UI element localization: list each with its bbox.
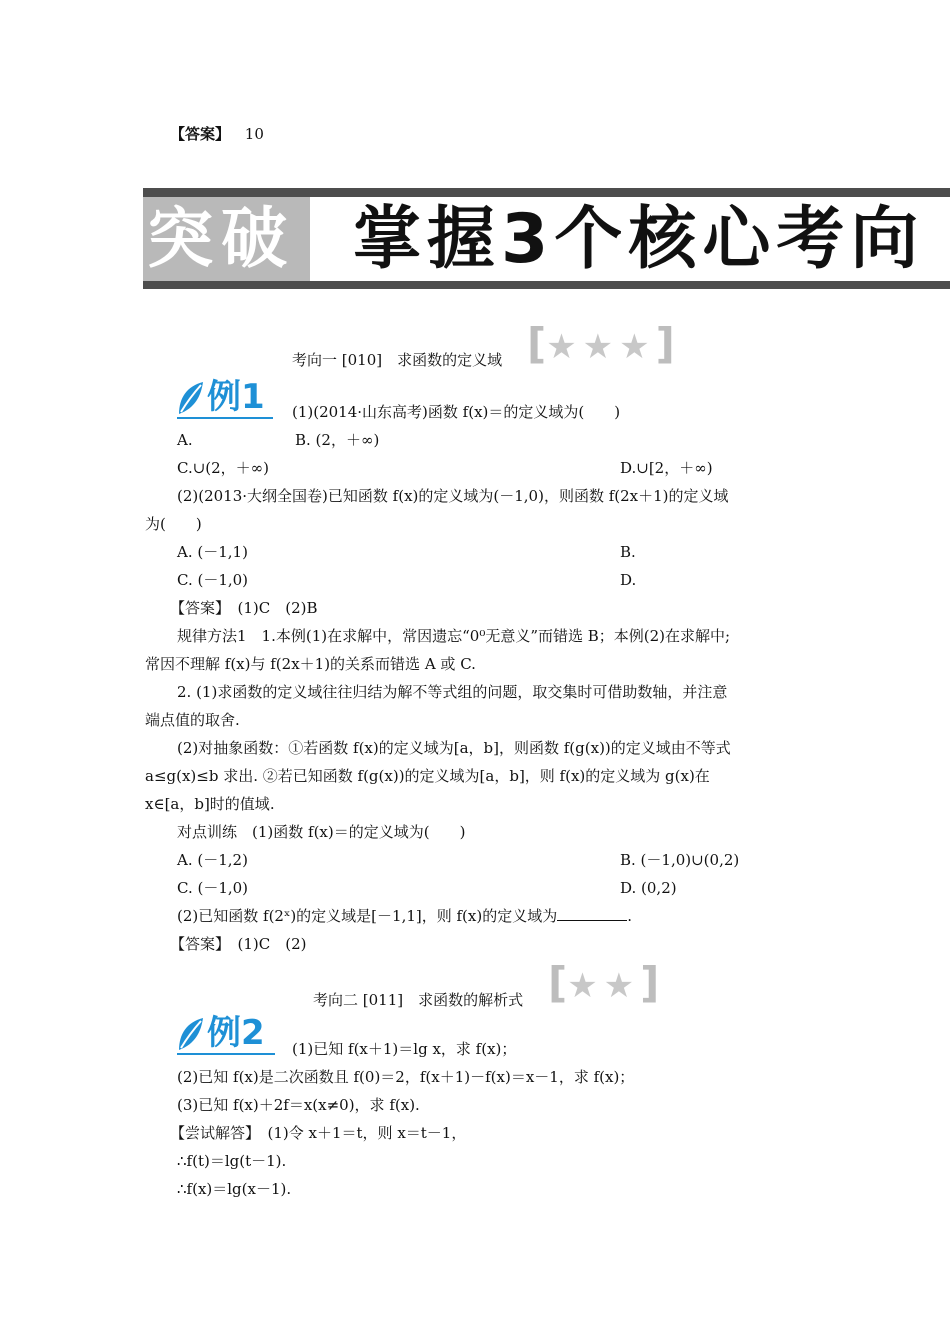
ex1-q2-line1: (2)(2013·大纲全国卷)已知函数 f(x)的定义域为(－1,0)，则函数 f(2x＋1)的定义域 [177,487,729,505]
training-q2: (2)已知函数 f(2ˣ)的定义域是[－1,1]，则 f(x)的定义域为 . [177,907,632,925]
top-answer [170,124,264,144]
leaf-icon [177,380,205,416]
training-answer: 【答案】 (1)C (2) [170,935,307,953]
ex1-q2-option-c: C. (－1,0) [177,571,249,589]
section-banner [143,188,950,292]
ex1-answer: 【答案】 (1)C (2)B [170,599,318,617]
banner-left-box [143,197,310,281]
ex2-solve-line2: ∴f(t)＝lg(t－1). [177,1152,287,1170]
ex2-solve-line1: 【尝试解答】 (1)令 x＋1＝t，则 x＝t－1， [170,1124,467,1142]
banner-left-text: 突破 [147,200,295,277]
ex1-option-d: D.∪[2，＋∞) [620,459,713,477]
training-option-d: D. (0,2) [620,879,677,897]
banner-top-bar [143,188,950,197]
ex2-q1: (1)已知 f(x＋1)＝lg x，求 f(x)； [292,1040,517,1058]
training-option-a: A. (－1,2) [177,851,248,869]
rule3-line1: (2)对抽象函数：①若函数 f(x)的定义域为[a，b]，则函数 f(g(x))的定义域由不等式 [177,739,731,757]
answer-label: 【答案】 [170,125,231,143]
rule1-line2: 常因不理解 f(x)与 f(2x＋1)的关系而错选 A 或 C. [145,655,476,673]
rule3-line3: x∈[a，b]时的值域. [145,795,275,813]
example-1-label: 例1 [207,377,265,417]
ex1-q1: (1)(2014·山东高考)函数 f(x)＝的定义域为( ) [292,403,621,421]
banner-bottom-bar [143,281,950,289]
ex1-option-a: A. [177,431,193,449]
ex1-option-b: B. (2，＋∞) [295,431,380,449]
example-underline [177,1053,275,1055]
ex2-q2: (2)已知 f(x)是二次函数且 f(0)＝2，f(x＋1)－f(x)＝x－1，求 f(x)； [177,1068,635,1086]
ex2-solve-line3: ∴f(x)＝lg(x－1). [177,1180,292,1198]
banner-title: 掌握3个核心考向 [353,200,925,279]
ex1-q2-line2: 为( ) [145,515,202,533]
example-2-icon [177,1014,275,1054]
difficulty-stars-3: [★★★] [527,319,675,368]
ex1-q2-option-d: D. [620,571,637,589]
training-option-b: B. (－1,0)∪(0,2) [620,851,740,869]
rule2-line2: 端点值的取舍. [145,711,240,729]
ex1-q2-option-a: A. (－1,1) [177,543,248,561]
section2-heading: 考向二 [011] 求函数的解析式 [313,991,524,1009]
ex1-option-c: C.∪(2，＋∞) [177,459,270,477]
ex2-q3: (3)已知 f(x)＋2f＝x(x≠0)，求 f(x). [177,1096,420,1114]
training-q2-text: (2)已知函数 f(2ˣ)的定义域是[－1,1]，则 f(x)的定义域为 [177,907,558,925]
example-1-icon [177,378,273,418]
rule2-line1: 2. (1)求函数的定义域往往归结为解不等式组的问题，取交集时可借助数轴，并注意 [177,683,728,701]
example-underline [177,417,273,419]
rule3-line2: a≤g(x)≤b 求出. ②若已知函数 f(g(x))的定义域为[a，b]，则 f(x)的定义域为 g(x)在 [145,767,710,785]
example-2-label: 例2 [207,1013,265,1053]
answer-blank [557,906,627,921]
training-option-c: C. (－1,0) [177,879,249,897]
leaf-icon [177,1016,205,1052]
rule1-line1: 规律方法1 1.本例(1)在求解中，常因遗忘“0⁰无意义”而错选 B；本例(2)在求解中; [177,627,731,645]
section1-heading: 考向一 [010] 求函数的定义域 [292,351,503,369]
ex1-q2-option-b: B. [620,543,636,561]
training-q1: 对点训练 (1)函数 f(x)＝的定义域为( ) [177,823,466,841]
difficulty-stars-2: [★★] [548,958,660,1007]
answer-value: 10 [244,125,264,143]
